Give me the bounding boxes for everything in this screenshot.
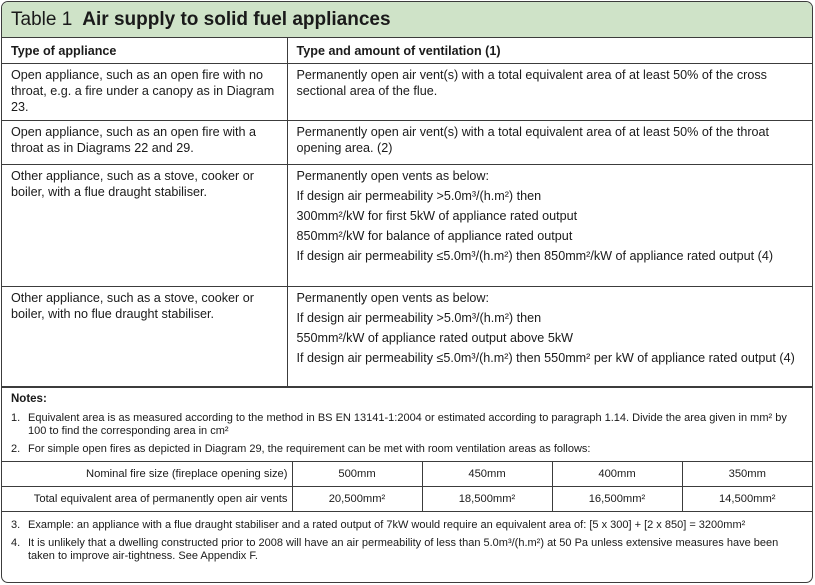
note-item [11, 537, 803, 563]
ventilation-line: If design air permeability ≤5.0m³/(h.m²) then 550mm² per kW of appliance rated output (4) [296, 350, 795, 365]
ventilation-line: 850mm²/kW for balance of appliance rated output [296, 228, 573, 243]
ventilation-line: Permanently open air vent(s) with a total equivalent area of at least 50% of the cross sectional area of the flue. [296, 67, 767, 98]
fire-size-value: 350mm [682, 461, 812, 486]
ventilation-line: If design air permeability >5.0m³/(h.m²) then [296, 310, 542, 325]
appliance-cell: Open appliance, such as an open fire with no throat, e.g. a fire under a canopy as in Diagram 23. [2, 63, 287, 120]
vent-area-label: Total equivalent area of permanently open air vents [2, 486, 292, 511]
header-appliance: Type of appliance [2, 38, 287, 63]
appliance-cell: Open appliance, such as an open fire with a throat as in Diagrams 22 and 29. [2, 120, 287, 164]
notes-continued [2, 512, 812, 563]
table-number: Table 1 [11, 8, 73, 30]
fire-size-label: Nominal fire size (fireplace opening size) [2, 461, 292, 486]
notes-section [2, 387, 812, 456]
ventilation-line: 300mm²/kW for first 5kW of appliance rated output [296, 208, 578, 223]
ventilation-line: Permanently open vents as below: [296, 290, 490, 305]
vent-area-value: 20,500mm² [292, 486, 422, 511]
note-item [11, 412, 803, 438]
note-text: It is unlikely that a dwelling constructed prior to 2008 will have an air permeability of less than 5.0m³/(h.m²) at 50 Pa unless extensive measures have been taken to improve air-tightness. See Appendix F. [28, 536, 779, 562]
note-item [11, 443, 803, 456]
table-row [2, 164, 812, 286]
fire-size-table [2, 461, 812, 512]
ventilation-line: Permanently open air vent(s) with a total equivalent area of at least 50% of the throat opening area. (2) [296, 124, 770, 155]
notes-title: Notes: [11, 392, 47, 405]
ventilation-cell [287, 63, 812, 120]
fire-size-value: 400mm [552, 461, 682, 486]
ventilation-line: If design air permeability >5.0m³/(h.m²) then [296, 188, 542, 203]
ventilation-cell [287, 286, 812, 386]
ventilation-cell [287, 164, 812, 286]
table-title: Air supply to solid fuel appliances [82, 8, 391, 30]
vent-area-value: 18,500mm² [422, 486, 552, 511]
note-text: Equivalent area is as measured according to the method in BS EN 13141-1:2004 or estimated according to paragraph 1.14. Divide the area given in mm² by 100 to find the corresponding area in cm² [28, 411, 787, 437]
note-number: 1. [11, 411, 21, 424]
header-row [2, 38, 812, 63]
table-frame [1, 1, 813, 583]
note-text: Example: an appliance with a flue draught stabiliser and a rated output of 7kW would require an equivalent area of: [5 x 300] + [2 x 850] = 3200mm² [28, 518, 746, 531]
table-row [2, 63, 812, 120]
note-item [11, 519, 803, 532]
ventilation-line: Permanently open vents as below: [296, 168, 490, 183]
ventilation-cell [287, 120, 812, 164]
fire-size-value: 500mm [292, 461, 422, 486]
note-number: 4. [11, 536, 21, 549]
vent-area-value: 16,500mm² [552, 486, 682, 511]
ventilation-line: If design air permeability ≤5.0m³/(h.m²) then 850mm²/kW of appliance rated output (4) [296, 248, 774, 263]
table-row [2, 120, 812, 164]
fire-size-value: 450mm [422, 461, 552, 486]
appliance-cell: Other appliance, such as a stove, cooker or boiler, with no flue draught stabiliser. [2, 286, 287, 386]
ventilation-line: 550mm²/kW of appliance rated output above 5kW [296, 330, 574, 345]
header-ventilation: Type and amount of ventilation (1) [287, 38, 812, 63]
appliance-cell: Other appliance, such as a stove, cooker or boiler, with a flue draught stabiliser. [2, 164, 287, 286]
vent-area-value: 14,500mm² [682, 486, 812, 511]
note-number: 3. [11, 518, 21, 531]
table-title-bar [2, 2, 812, 38]
vent-area-row [2, 486, 812, 511]
ventilation-table [2, 38, 812, 387]
fire-size-row [2, 461, 812, 486]
note-text: For simple open fires as depicted in Diagram 29, the requirement can be met with room ventilation areas as follows: [28, 442, 591, 455]
table-row [2, 286, 812, 386]
note-number: 2. [11, 442, 21, 455]
